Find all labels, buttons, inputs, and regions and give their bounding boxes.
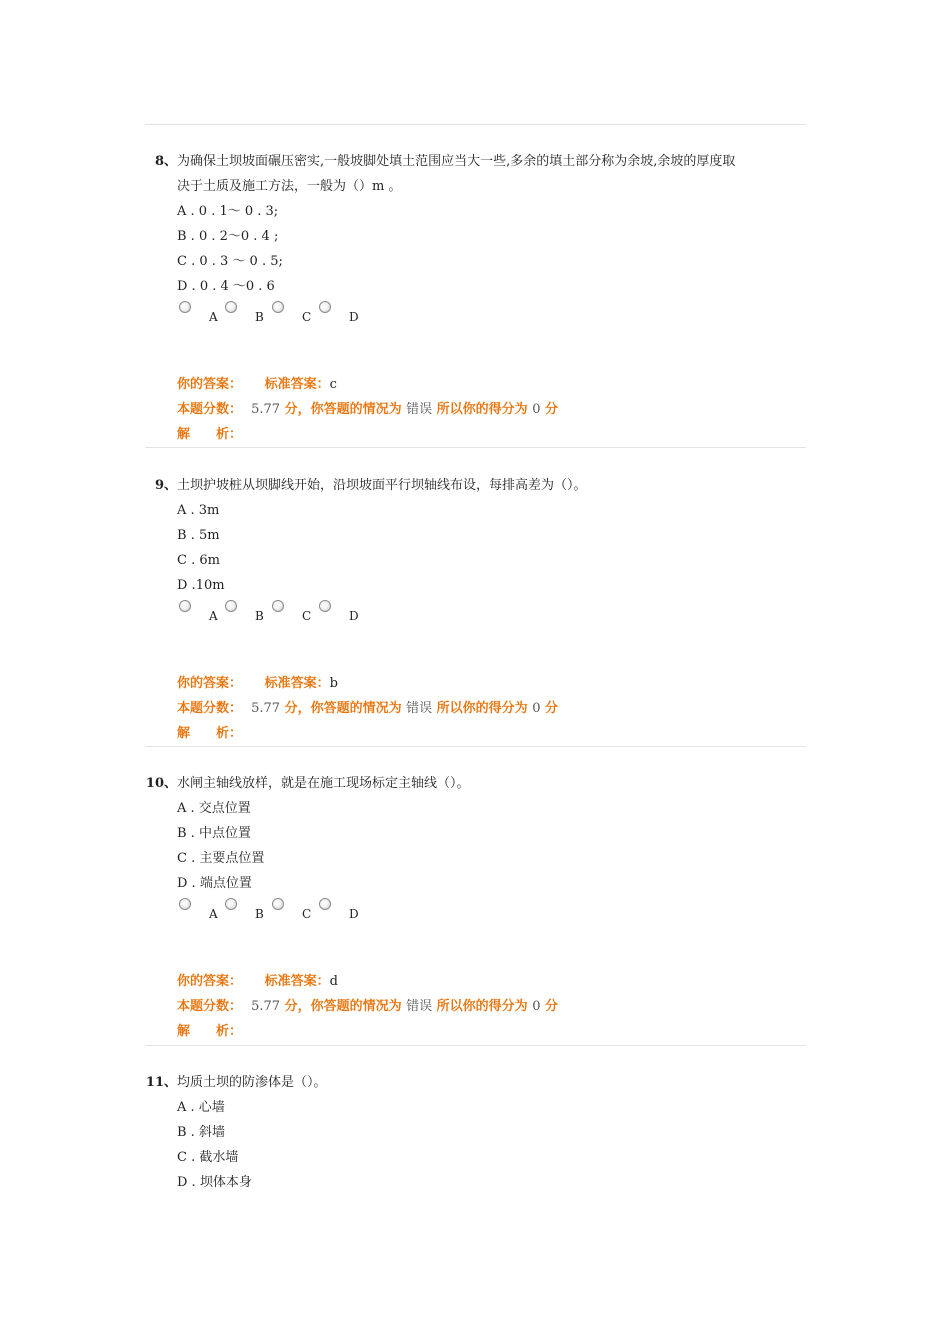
radio-c[interactable] bbox=[272, 600, 284, 612]
radio-label-b: B bbox=[255, 310, 264, 324]
standard-answer-label: 标准答案： bbox=[264, 676, 330, 691]
obtained-score: 0 bbox=[532, 999, 541, 1014]
option-a: A . 交点位置 bbox=[177, 801, 251, 816]
result-text: 所以你的得分为 bbox=[436, 402, 528, 417]
obtained-unit: 分 bbox=[545, 402, 559, 417]
options-list bbox=[145, 796, 810, 896]
question-text-line1: 土坝护坡桩从坝脚线开始，沿坝坡面平行坝轴线布设，每排高差为（）。 bbox=[177, 478, 587, 493]
standard-answer-label: 标准答案： bbox=[264, 974, 330, 989]
status-text: 错误 bbox=[406, 999, 433, 1014]
divider bbox=[145, 447, 806, 448]
radio-a[interactable] bbox=[179, 301, 191, 313]
option-d: D . 坝体本身 bbox=[177, 1175, 252, 1190]
question-text-line1: 为确保土坝坡面碾压密实,一般坡脚处填土范围应当大一些,多余的填土部分称为余坡,余坡的厚度取 bbox=[177, 154, 736, 169]
options-list bbox=[145, 498, 810, 598]
question-number: 11、 bbox=[145, 1075, 177, 1090]
radio-c[interactable] bbox=[272, 898, 284, 910]
answer-line bbox=[177, 969, 810, 994]
option-b: B . 5m bbox=[177, 528, 220, 543]
radio-label-c: C bbox=[302, 310, 312, 324]
question-header bbox=[145, 473, 810, 498]
option-a: A . 0 . 1～ 0 . 3; bbox=[177, 204, 279, 219]
score-line bbox=[177, 696, 810, 721]
result-text: 所以你的得分为 bbox=[436, 999, 528, 1014]
score-unit: 分，你答题的情况为 bbox=[284, 701, 402, 716]
question-11 bbox=[145, 1070, 810, 1195]
option-d: D . 0 . 4 ～0 . 6 bbox=[177, 279, 275, 294]
radio-label-a: A bbox=[209, 609, 218, 623]
radio-a[interactable] bbox=[179, 898, 191, 910]
your-answer-label: 你的答案： bbox=[177, 676, 243, 691]
obtained-score: 0 bbox=[532, 701, 541, 716]
option-a: A . 心墙 bbox=[177, 1100, 225, 1115]
result-text: 所以你的得分为 bbox=[436, 701, 528, 716]
answer-block bbox=[145, 969, 810, 1044]
question-number: 8、 bbox=[154, 154, 177, 169]
radio-b[interactable] bbox=[225, 898, 237, 910]
status-text: 错误 bbox=[406, 402, 433, 417]
question-number: 10、 bbox=[145, 776, 177, 791]
options-list bbox=[145, 199, 810, 299]
radio-label-a: A bbox=[209, 310, 218, 324]
obtained-unit: 分 bbox=[545, 999, 559, 1014]
score-value: 5.77 bbox=[251, 701, 281, 716]
your-answer-label: 你的答案： bbox=[177, 377, 243, 392]
answer-radio-group bbox=[177, 299, 810, 329]
question-9 bbox=[145, 473, 810, 746]
answer-radio-group bbox=[177, 598, 810, 628]
radio-c[interactable] bbox=[272, 301, 284, 313]
radio-label-d: D bbox=[349, 310, 359, 324]
score-unit: 分，你答题的情况为 bbox=[284, 402, 402, 417]
score-unit: 分，你答题的情况为 bbox=[284, 999, 402, 1014]
radio-d[interactable] bbox=[319, 898, 331, 910]
option-c: C . 6m bbox=[177, 553, 220, 568]
score-value: 5.77 bbox=[251, 999, 281, 1014]
question-text-line1: 水闸主轴线放样，就是在施工现场标定主轴线（）。 bbox=[177, 776, 470, 791]
score-line bbox=[177, 994, 810, 1019]
analysis-line bbox=[177, 721, 810, 746]
answer-block bbox=[145, 372, 810, 447]
standard-answer-value: b bbox=[329, 676, 338, 691]
answer-line bbox=[177, 372, 810, 397]
score-label: 本题分数： bbox=[177, 999, 243, 1014]
standard-answer-label: 标准答案： bbox=[264, 377, 330, 392]
score-label: 本题分数： bbox=[177, 701, 243, 716]
analysis-label: 解 析： bbox=[177, 427, 243, 442]
option-b: B . 0 . 2～0 . 4 ; bbox=[177, 229, 279, 244]
obtained-score: 0 bbox=[532, 402, 541, 417]
divider bbox=[145, 124, 806, 125]
answer-radio-group bbox=[177, 896, 810, 926]
radio-label-a: A bbox=[209, 907, 218, 921]
option-b: B . 中点位置 bbox=[177, 826, 251, 841]
analysis-label: 解 析： bbox=[177, 1024, 243, 1039]
question-header bbox=[145, 1070, 810, 1095]
radio-label-c: C bbox=[302, 609, 312, 623]
option-b: B . 斜墙 bbox=[177, 1125, 225, 1140]
radio-label-b: B bbox=[255, 907, 264, 921]
answer-line bbox=[177, 671, 810, 696]
status-text: 错误 bbox=[406, 701, 433, 716]
radio-label-d: D bbox=[349, 609, 359, 623]
radio-a[interactable] bbox=[179, 600, 191, 612]
question-number: 9、 bbox=[154, 478, 177, 493]
analysis-label: 解 析： bbox=[177, 726, 243, 741]
radio-b[interactable] bbox=[225, 600, 237, 612]
standard-answer-value: c bbox=[329, 377, 337, 392]
obtained-unit: 分 bbox=[545, 701, 559, 716]
divider bbox=[145, 1045, 806, 1046]
analysis-line bbox=[177, 422, 810, 447]
option-c: C . 主要点位置 bbox=[177, 851, 265, 866]
radio-label-c: C bbox=[302, 907, 312, 921]
analysis-line bbox=[177, 1019, 810, 1044]
question-8 bbox=[145, 149, 810, 447]
radio-d[interactable] bbox=[319, 600, 331, 612]
option-d: D . 端点位置 bbox=[177, 876, 252, 891]
question-header bbox=[145, 771, 810, 796]
radio-b[interactable] bbox=[225, 301, 237, 313]
answer-block bbox=[145, 671, 810, 746]
question-text-line1: 均质土坝的防渗体是（）。 bbox=[177, 1075, 327, 1090]
score-value: 5.77 bbox=[251, 402, 281, 417]
option-c: C . 0 . 3 ～ 0 . 5; bbox=[177, 254, 283, 269]
option-a: A . 3m bbox=[177, 503, 220, 518]
option-c: C . 截水墙 bbox=[177, 1150, 239, 1165]
question-10 bbox=[145, 771, 810, 1044]
score-label: 本题分数： bbox=[177, 402, 243, 417]
standard-answer-value: d bbox=[329, 974, 338, 989]
option-d: D .10m bbox=[177, 578, 225, 593]
options-list bbox=[145, 1095, 810, 1195]
question-text-line2: 决于土质及施工方法，一般为（）m 。 bbox=[177, 179, 402, 194]
divider bbox=[145, 746, 806, 747]
your-answer-label: 你的答案： bbox=[177, 974, 243, 989]
question-header bbox=[145, 149, 810, 199]
radio-label-b: B bbox=[255, 609, 264, 623]
radio-d[interactable] bbox=[319, 301, 331, 313]
score-line bbox=[177, 397, 810, 422]
radio-label-d: D bbox=[349, 907, 359, 921]
